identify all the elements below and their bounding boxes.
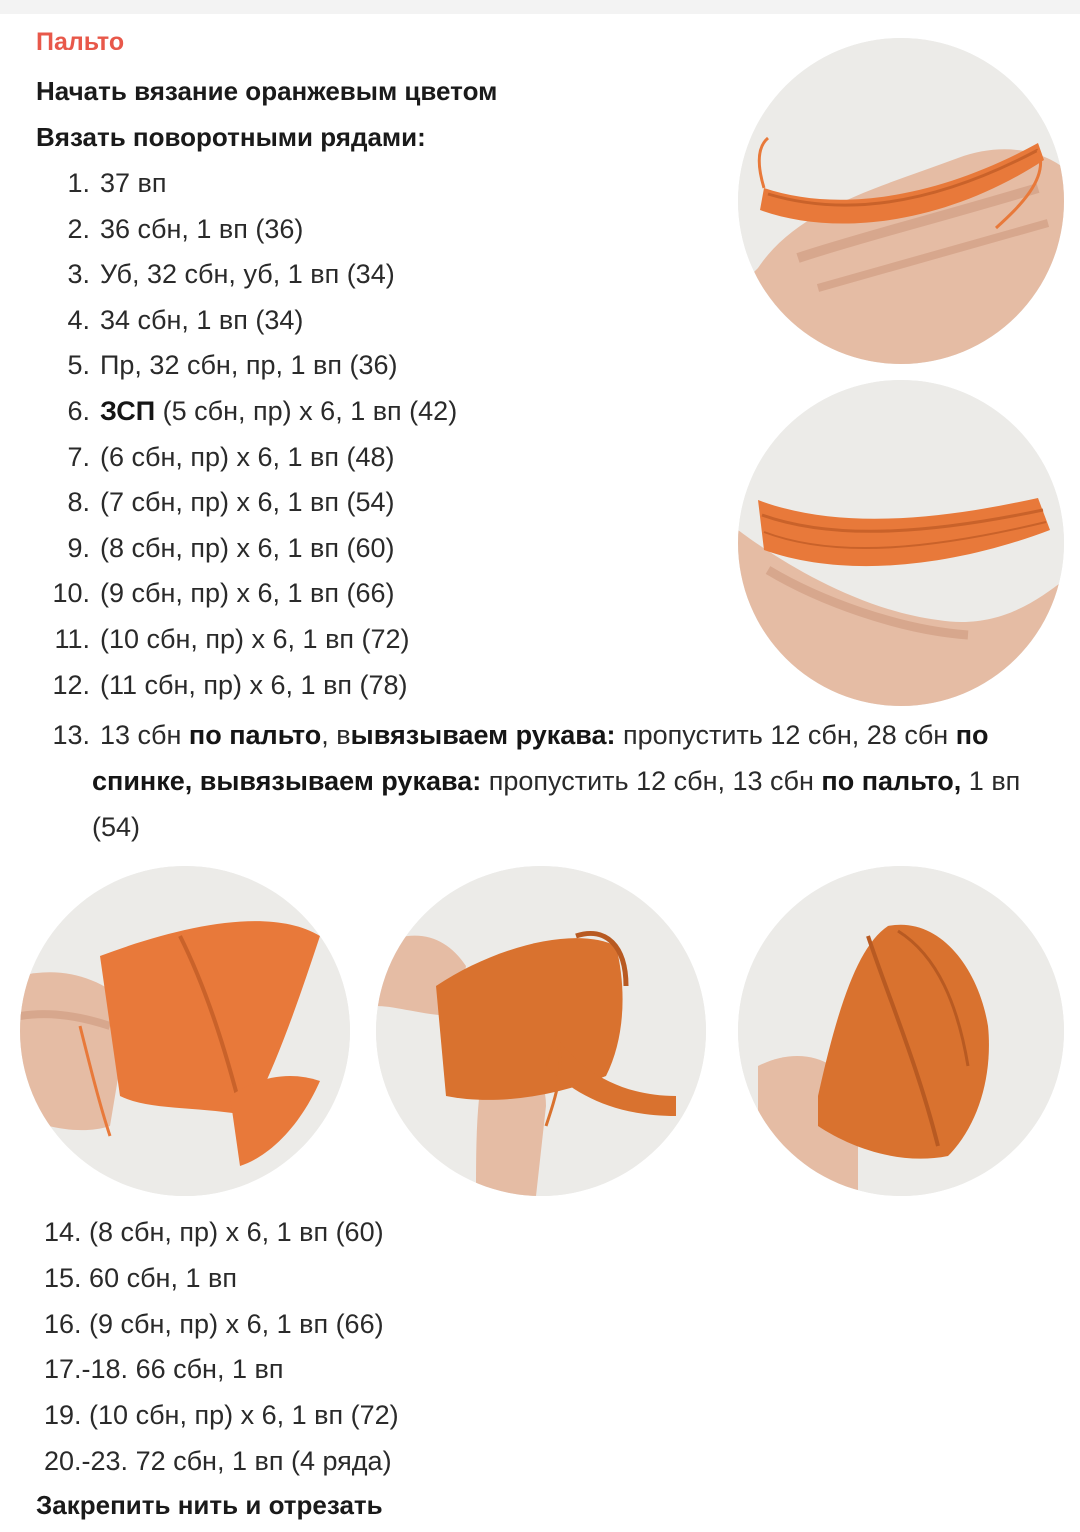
instruction-row — [44, 1352, 724, 1386]
row-text: ЗСП (5 сбн, пр) х 6, 1 вп (42) — [100, 396, 458, 426]
row-number: 15. — [44, 1262, 82, 1293]
instruction-row — [44, 1215, 724, 1249]
row-number: 13. — [52, 720, 90, 750]
photo-step-5-image — [738, 866, 1064, 1196]
photo-step-3-image — [20, 866, 350, 1196]
row-text: (11 сбн, пр) х 6, 1 вп (78) — [100, 669, 408, 700]
row-number: 8. — [67, 487, 90, 518]
row-number: 4. — [67, 304, 90, 335]
row-number: 5. — [67, 350, 90, 381]
row-text: 37 вп — [100, 168, 167, 198]
intro-line-1: Начать вязание оранжевым цветом — [36, 76, 498, 106]
instruction-row — [44, 1398, 724, 1432]
row-number: 11. — [54, 624, 90, 654]
row-number: 2. — [67, 213, 90, 244]
photo-step-2 — [738, 380, 1064, 706]
photo-step-4 — [376, 866, 706, 1196]
row-text: (9 сбн, пр) х 6, 1 вп (66) — [81, 1308, 384, 1339]
photo-step-1 — [738, 38, 1064, 364]
row-number: 10. — [52, 578, 90, 609]
intro-line-2: Вязать поворотными рядами: — [36, 122, 426, 152]
photo-step-3 — [20, 866, 350, 1196]
row-text: (10 сбн, пр) х 6, 1 вп (72) — [81, 1400, 399, 1431]
photo-step-1-image — [738, 38, 1064, 364]
row-number: 20.-23. — [44, 1446, 129, 1476]
row-number: 9. — [67, 532, 90, 563]
instruction-row — [44, 1444, 724, 1478]
row-number: 1. — [67, 168, 90, 198]
row-number: 6. — [67, 396, 90, 426]
row-number: 17.-18. — [44, 1354, 129, 1385]
instruction-row — [44, 1307, 724, 1341]
top-bar — [0, 0, 1080, 14]
row-text: (10 сбн, пр) х 6, 1 вп (72) — [100, 624, 410, 654]
row-number: 12. — [52, 669, 90, 700]
row-number: 19. — [44, 1400, 82, 1431]
row-text: 60 сбн, 1 вп — [81, 1262, 237, 1293]
row-text: 13 сбн по пальто, вывязываем рукава: пропустить 12 сбн, 28 сбн по спинке, вывязываем рукава: пропустить 12 сбн, 13 сбн по пальто, 1 вп (54) — [92, 720, 1021, 842]
row-number: 14. — [44, 1217, 82, 1247]
row-text: (8 сбн, пр) х 6, 1 вп (60) — [100, 532, 395, 563]
photo-step-5 — [738, 866, 1064, 1196]
instruction-row — [44, 1261, 724, 1295]
row-text: 34 сбн, 1 вп (34) — [100, 304, 304, 335]
row-text: (6 сбн, пр) х 6, 1 вп (48) — [100, 441, 395, 472]
row-text: Пр, 32 сбн, пр, 1 вп (36) — [100, 350, 398, 381]
row-text: (7 сбн, пр) х 6, 1 вп (54) — [100, 487, 395, 518]
outro-line: Закрепить нить и отрезать — [36, 1490, 383, 1520]
row-text: (8 сбн, пр) х 6, 1 вп (60) — [81, 1217, 384, 1247]
row-text: Уб, 32 сбн, уб, 1 вп (34) — [100, 259, 395, 290]
row-number: 7. — [67, 441, 90, 472]
row-number: 3. — [67, 259, 90, 290]
photo-step-2-image — [738, 380, 1064, 706]
row-number: 16. — [44, 1308, 82, 1339]
page-title: Пальто — [36, 28, 125, 56]
row-text: (9 сбн, пр) х 6, 1 вп (66) — [100, 578, 395, 609]
photo-step-4-image — [376, 866, 706, 1196]
row-text: 72 сбн, 1 вп (4 ряда) — [128, 1446, 392, 1476]
row-text: 36 сбн, 1 вп (36) — [100, 213, 304, 244]
row-text: 66 сбн, 1 вп — [128, 1354, 284, 1385]
